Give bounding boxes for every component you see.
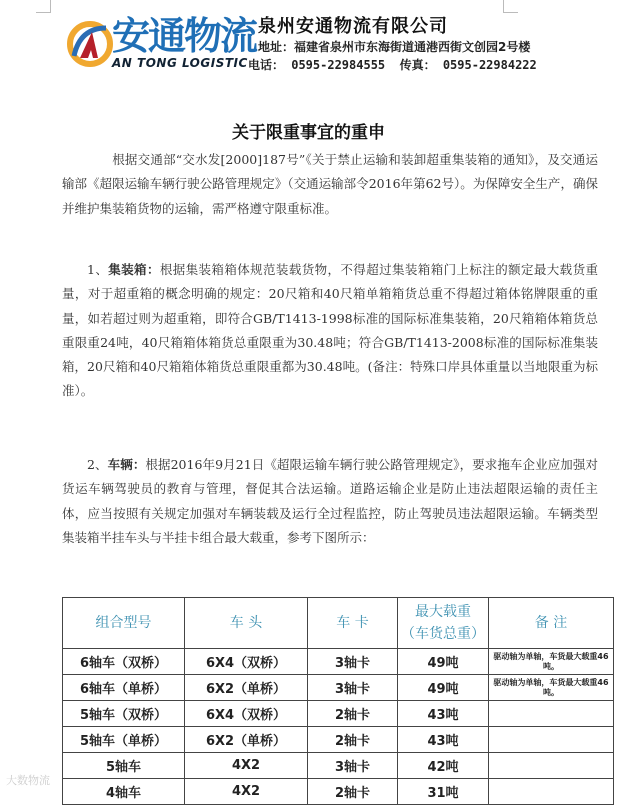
header-remarks: 备 注 xyxy=(489,598,614,649)
cell-remarks xyxy=(489,753,614,779)
cell-max-load: 49吨 xyxy=(398,649,489,675)
paragraph-vehicle xyxy=(62,453,598,550)
cell-combination-type: 5轴车（双桥） xyxy=(63,701,185,727)
logo-cn-text: 安通物流 xyxy=(112,14,257,58)
cell-trailer: 2轴卡 xyxy=(308,727,398,753)
company-name: 泉州安通物流有限公司 xyxy=(258,16,448,37)
watermark: 大数物流 xyxy=(6,774,50,787)
header-tractor: 车 头 xyxy=(185,598,308,649)
header-combination-type: 组合型号 xyxy=(63,598,185,649)
cell-remarks xyxy=(489,701,614,727)
company-logo xyxy=(66,14,262,72)
paragraph-heading: 集装箱： xyxy=(108,262,160,277)
header-max-load-sub: （车货总重） xyxy=(401,626,485,642)
cell-remarks: 驱动轴为单轴，车货最大载重46吨。 xyxy=(489,675,614,701)
cell-tractor: 6X4（双桥） xyxy=(185,649,308,675)
table-row xyxy=(63,779,614,805)
cell-max-load: 42吨 xyxy=(398,753,489,779)
cell-combination-type: 6轴车（双桥） xyxy=(63,649,185,675)
paragraph-heading: 车辆： xyxy=(107,457,146,472)
cell-tractor: 6X2（单桥） xyxy=(185,675,308,701)
cell-max-load: 49吨 xyxy=(398,675,489,701)
paragraph-number: 1、 xyxy=(87,262,109,277)
logo-swirl-icon xyxy=(66,18,114,68)
cell-max-load: 31吨 xyxy=(398,779,489,805)
document-title: 关于限重事宜的重申 xyxy=(232,123,385,143)
cell-combination-type: 5轴车 xyxy=(63,753,185,779)
load-limit-table xyxy=(62,597,614,805)
paragraph-number: 2、 xyxy=(87,457,108,472)
cell-tractor: 4X2 xyxy=(185,779,308,805)
cell-tractor: 6X2（单桥） xyxy=(185,727,308,753)
header-max-load-label: 最大载重 xyxy=(415,604,471,620)
cell-combination-type: 4轴车 xyxy=(63,779,185,805)
table-row xyxy=(63,675,614,701)
cell-combination-type: 5轴车（单桥） xyxy=(63,727,185,753)
cell-trailer: 3轴卡 xyxy=(308,675,398,701)
paragraph-text: 根据交通部“交水发[2000]187号”《关于禁止运输和装卸超重集装箱的通知》，及交通运输部《超限运输车辆行驶公路管理规定》（交通运输部令2016年第62号）。为保障安全生产，确保并维护集装箱货物的运输，需严格遵守限重标准。 xyxy=(62,152,598,216)
header-max-load xyxy=(398,598,489,649)
cell-trailer: 3轴卡 xyxy=(308,649,398,675)
paragraph-text: 根据2016年9月21日《超限运输车辆行驶公路管理规定》，要求拖车企业应加强对货运车辆驾驶员的教育与管理，督促其合法运输。道路运输企业是防止违法超限运输的责任主体，应当按照有关规定加强对车辆装载及运行全过程监控，防止驾驶员违法超限运输。车辆类型集装箱半挂车头与半挂卡组合最大载重，参考下图所示： xyxy=(62,457,598,545)
company-phone-fax: 电话： 0595-22984555 传真： 0595-22984222 xyxy=(248,58,537,72)
cell-remarks xyxy=(489,727,614,753)
cell-combination-type: 6轴车（单桥） xyxy=(63,675,185,701)
company-address: 地址：福建省泉州市东海街道通港西街文创园2号楼 xyxy=(258,40,531,54)
paragraph-text: 根据集装箱箱体规范装载货物，不得超过集装箱箱门上标注的额定最大载货重量，对于超重箱的概念明确的规定：20尺箱和40尺箱单箱箱货总重不得超过箱体铭牌限重的重量，如若超过则为超重箱，即符合GB/T1413-1998标准的国际标准集装箱，20尺箱箱体箱货总重限重24吨，40尺箱箱体箱货总重限重为30.48吨；符合GB/T1413-2008标准的国际标准集装箱，20尺箱和40尺箱箱体箱货总重限重都为30.48吨。(备注：特殊口岸具体重量以当地限重为标准）。 xyxy=(62,262,598,399)
paragraph-intro xyxy=(62,148,598,221)
cell-tractor: 6X4（双桥） xyxy=(185,701,308,727)
table-row xyxy=(63,701,614,727)
table-row xyxy=(63,753,614,779)
page-corner-mark xyxy=(503,0,518,13)
table-row xyxy=(63,727,614,753)
cell-remarks: 驱动轴为单轴，车货最大载重46吨。 xyxy=(489,649,614,675)
cell-remarks xyxy=(489,779,614,805)
page-corner-mark xyxy=(36,0,51,13)
cell-max-load: 43吨 xyxy=(398,727,489,753)
logo-en-text: AN TONG LOGISTIC xyxy=(112,56,248,70)
cell-trailer: 2轴卡 xyxy=(308,779,398,805)
paragraph-container xyxy=(62,258,598,404)
table-row xyxy=(63,649,614,675)
cell-tractor: 4X2 xyxy=(185,753,308,779)
cell-max-load: 43吨 xyxy=(398,701,489,727)
cell-trailer: 3轴卡 xyxy=(308,753,398,779)
header-trailer: 车 卡 xyxy=(308,598,398,649)
cell-trailer: 2轴卡 xyxy=(308,701,398,727)
table-header-row xyxy=(63,598,614,649)
